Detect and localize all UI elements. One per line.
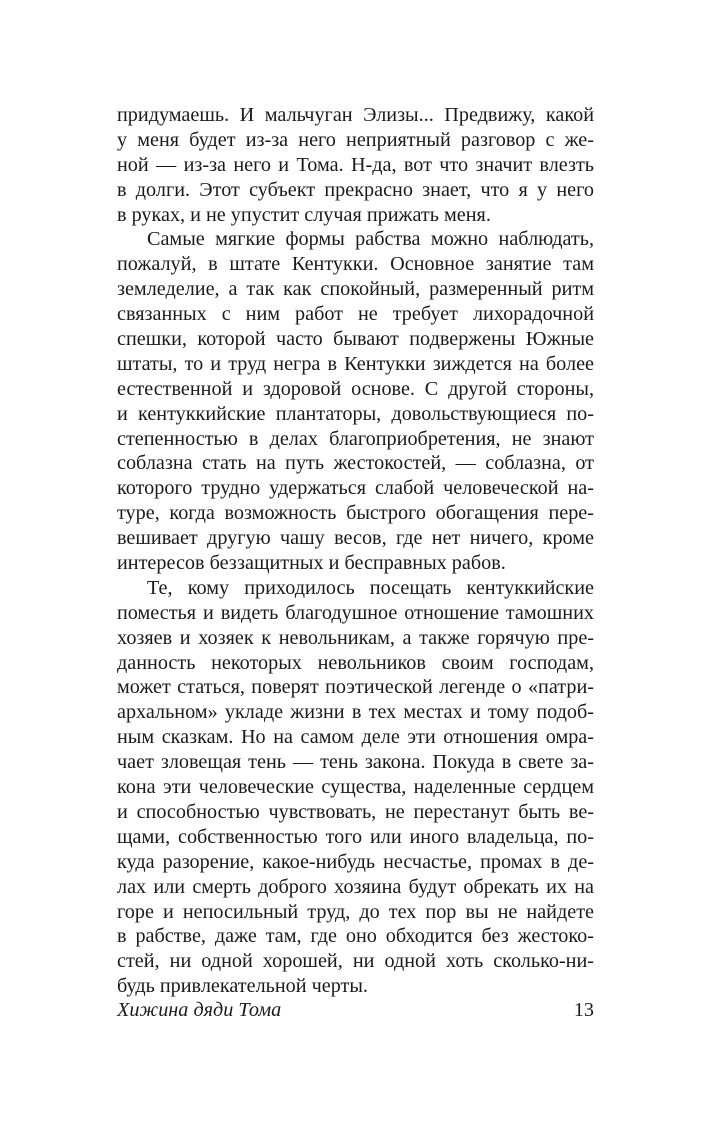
- text-line: стей, ни одной хорошей, ни одной хоть сколько-ни-: [117, 950, 594, 973]
- text-line: штаты, то и труд негра в Кентукки зиждется на более: [117, 352, 594, 375]
- text-line: в долги. Этот субъект прекрасно знает, что я у него: [117, 178, 594, 201]
- text-line: лах или смерть доброго хозяина будут обрекать их на: [117, 875, 594, 898]
- text-line: данность некоторых невольников своим господам,: [117, 651, 594, 674]
- text-line: спешки, которой часто бывают подвержены Южные: [117, 328, 594, 351]
- text-line: вешивает другую чашу весов, где нет ничего, кроме: [117, 527, 594, 550]
- text-line: естественной и здоровой основе. С другой стороны,: [117, 377, 594, 400]
- text-line: Те, кому приходилось посещать кентуккийские: [147, 576, 594, 599]
- paragraph-1: [117, 103, 594, 227]
- text-line: связанных с ним работ не требует лихорадочной: [117, 303, 594, 326]
- text-line: и кентуккийские плантаторы, довольствующиеся по-: [117, 402, 594, 425]
- page-footer: [117, 997, 594, 1023]
- text-line: ной — из-за него и Тома. Н-да, вот что значит влезть: [117, 153, 594, 176]
- text-line: которого трудно удержаться слабой человеческой на-: [117, 477, 594, 500]
- text-line: ным сказкам. Но на самом деле эти отношения омра-: [117, 726, 594, 749]
- text-line: в рабстве, даже там, где оно обходится без жестоко-: [117, 925, 594, 948]
- text-line: будь привлекательной черты.: [117, 975, 368, 998]
- text-line: в руках, и не упустит случая прижать меня.: [117, 203, 491, 226]
- text-line: степенностью в делах благоприобретения, не знают: [117, 427, 594, 450]
- text-line: куда разорение, какое-нибудь несчастье, промах в де-: [117, 850, 594, 873]
- text-line: щами, собственностью того или иного владельца, по-: [117, 825, 594, 848]
- page-number: 13: [573, 999, 594, 1021]
- paragraph-2: [117, 227, 594, 575]
- text-line: пожалуй, в штате Кентукки. Основное занятие там: [117, 253, 594, 276]
- text-line: Самые мягкие формы рабства можно наблюдать,: [147, 228, 594, 251]
- text-line: чает зловещая тень — тень закона. Покуда в свете за-: [117, 751, 594, 774]
- text-line: кона эти человеческие существа, наделенные сердцем: [117, 776, 594, 799]
- text-line: хозяев и хозяек к невольникам, а также горячую пре-: [117, 626, 594, 649]
- text-line: придумаешь. И мальчуган Элизы... Предвижу, какой: [117, 104, 594, 126]
- text-line: соблазна стать на путь жестокостей, — соблазна, от: [117, 452, 594, 475]
- text-line: может статься, поверят поэтической легенде о «патри-: [117, 676, 594, 699]
- text-line: архальном» укладе жизни в тех местах и тому подоб-: [117, 701, 594, 724]
- text-line: и способностью чувствовать, не перестанут быть ве-: [117, 800, 594, 823]
- paragraph-3: [117, 576, 594, 999]
- text-line: интересов беззащитных и бесправных рабов.: [117, 552, 506, 575]
- page-body: [117, 103, 594, 999]
- text-line: земледелие, а так как спокойный, размеренный ритм: [117, 278, 594, 301]
- text-line: у меня будет из-за него неприятный разговор с же-: [117, 128, 594, 151]
- text-line: горе и непосильный труд, до тех пор вы не найдете: [117, 900, 594, 923]
- text-line: поместья и видеть благодушное отношение тамошних: [117, 601, 594, 624]
- running-title: Хижина дяди Тома: [117, 999, 282, 1021]
- text-line: туре, когда возможность быстрого обогащения пере-: [117, 502, 594, 525]
